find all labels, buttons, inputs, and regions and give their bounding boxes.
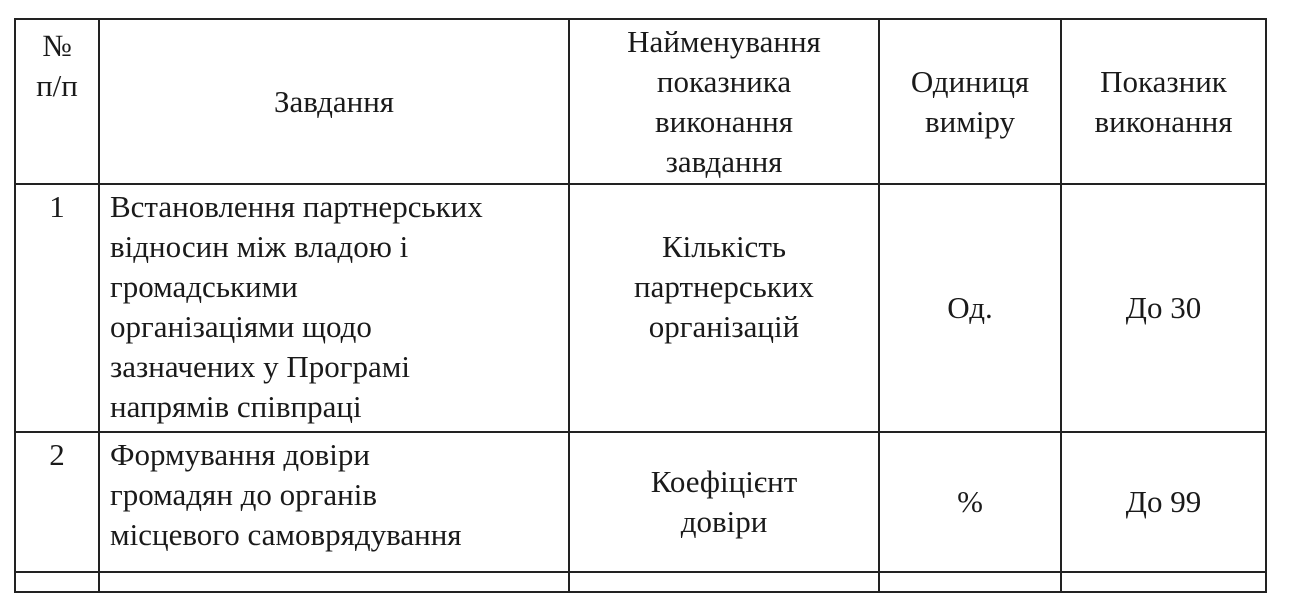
empty-cell <box>99 572 569 592</box>
unit-cell: Од. <box>879 184 1061 432</box>
row-number: 2 <box>15 432 99 572</box>
indicators-table <box>14 18 1267 593</box>
indicator-cell: Коефіцієнт довіри <box>569 432 879 572</box>
row-number: 1 <box>15 184 99 432</box>
header-task: Завдання <box>99 19 569 184</box>
table-row <box>15 184 1266 432</box>
table-header-row <box>15 19 1266 184</box>
empty-cell <box>1061 572 1266 592</box>
header-indicator: Найменування показника виконання завдання <box>569 19 879 184</box>
header-value: Показник виконання <box>1061 19 1266 184</box>
task-cell: Формування довіри громадян до органів місцевого самоврядування <box>99 432 569 572</box>
header-number: № п/п <box>15 19 99 184</box>
value-cell: До 99 <box>1061 432 1266 572</box>
indicator-cell: Кількість партнерських організацій <box>569 184 879 432</box>
empty-cell <box>569 572 879 592</box>
empty-cell <box>15 572 99 592</box>
table-row <box>15 432 1266 572</box>
header-unit: Одиниця виміру <box>879 19 1061 184</box>
task-cell: Встановлення партнерських відносин між владою і громадськими організаціями щодо зазначених у Програмі напрямів співпраці <box>99 184 569 432</box>
empty-cell <box>879 572 1061 592</box>
unit-cell: % <box>879 432 1061 572</box>
value-cell: До 30 <box>1061 184 1266 432</box>
table-row <box>15 572 1266 592</box>
